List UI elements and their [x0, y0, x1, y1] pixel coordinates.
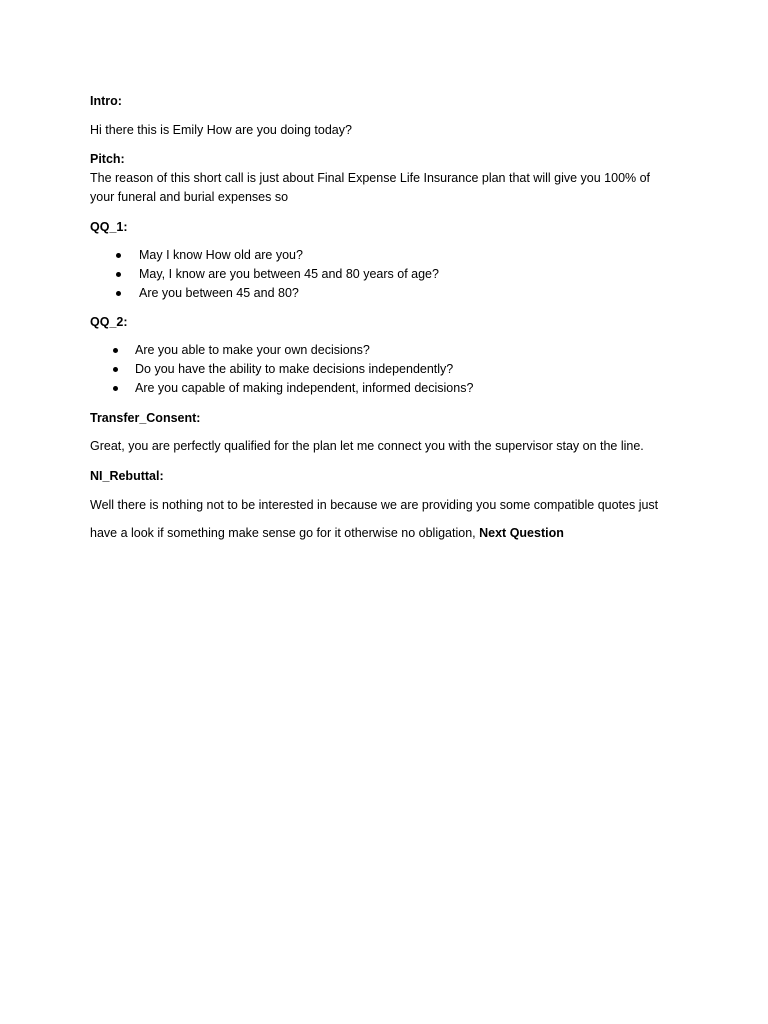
pitch-heading: Pitch: — [90, 152, 125, 166]
ni-rebuttal-heading: NI_Rebuttal: — [90, 469, 164, 483]
bullet-icon — [116, 291, 121, 296]
pitch-line-1: The reason of this short call is just about Final Expense Life Insurance plan that will give you 100% of — [90, 171, 651, 185]
bullet-icon — [116, 272, 121, 277]
next-question-label: Next Question — [479, 526, 564, 540]
intro-heading: Intro: — [90, 94, 122, 108]
qq1-heading: QQ_1: — [90, 220, 128, 234]
transfer-consent-heading: Transfer_Consent: — [90, 411, 201, 425]
list-item-text: May, I know are you between 45 and 80 years of age? — [139, 267, 439, 281]
transfer-consent-text: Great, you are perfectly qualified for the plan let me connect you with the supervisor stay on the line. — [90, 439, 644, 453]
bullet-icon — [113, 348, 118, 353]
list-item — [116, 284, 676, 303]
ni-rebuttal-line-2-text: have a look if something make sense go for it otherwise no obligation, — [90, 526, 476, 540]
list-item — [113, 341, 673, 360]
list-item-text: Are you capable of making independent, informed decisions? — [135, 381, 474, 395]
ni-rebuttal-line-1: Well there is nothing not to be interested in because we are providing you some compatible quotes just — [90, 498, 659, 512]
list-item — [116, 265, 676, 284]
intro-text: Hi there this is Emily How are you doing today? — [90, 123, 352, 137]
qq2-heading: QQ_2: — [90, 315, 128, 329]
qq1-list — [116, 246, 676, 303]
list-item-text: Do you have the ability to make decisions independently? — [135, 362, 454, 376]
pitch-line-2: your funeral and burial expenses so — [90, 190, 289, 204]
list-item-text: Are you able to make your own decisions? — [135, 343, 370, 357]
qq2-list — [113, 341, 673, 398]
bullet-icon — [113, 367, 118, 372]
list-item — [116, 246, 676, 265]
ni-rebuttal-line-2 — [90, 524, 690, 543]
list-item-text: May I know How old are you? — [139, 248, 303, 262]
bullet-icon — [116, 253, 121, 258]
list-item — [113, 360, 673, 379]
bullet-icon — [113, 386, 118, 391]
list-item — [113, 379, 673, 398]
list-item-text: Are you between 45 and 80? — [139, 286, 299, 300]
